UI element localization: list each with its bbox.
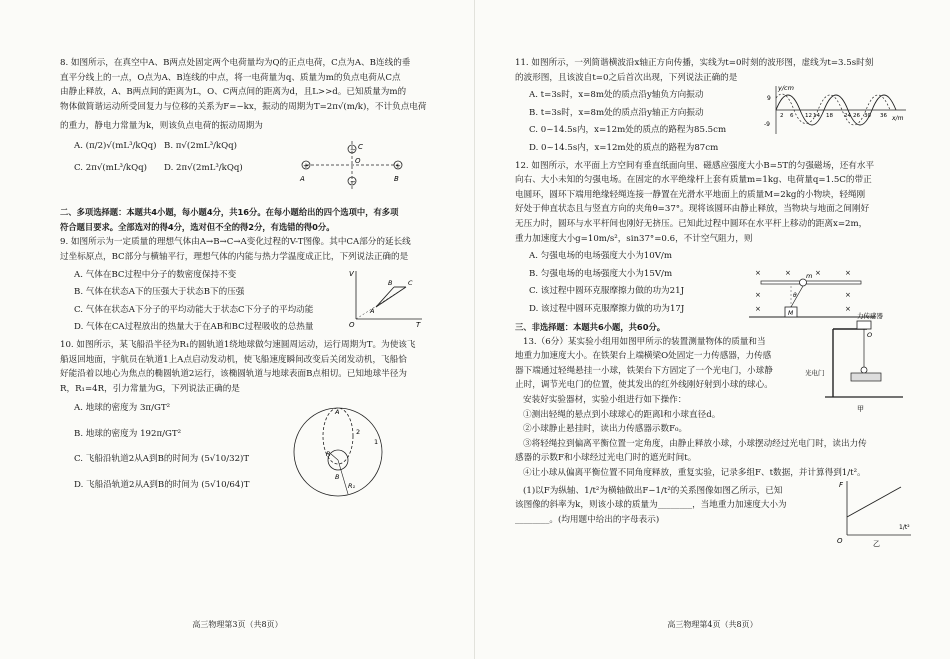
q11-x-tick-2: 2 (780, 113, 784, 119)
q10-point-a: A (335, 407, 340, 416)
q11-y-tick-neg9: -9 (764, 121, 770, 128)
q9-option-c: C. 气体在状态A下分子的平均动能大于状态C下分子的平均动能 (74, 304, 314, 315)
q13-point-o: O (867, 330, 873, 339)
q8-option-a: A. (π/2)√(mL³/kQq) (74, 140, 157, 151)
q12-text-1: 12. 如图所示，水平面上方空间有垂直纸面向里、磁感应强度大小B=5T的匀强磁场，还有水平 (515, 160, 875, 171)
q11-y-tick-9: 9 (767, 95, 771, 102)
svg-text:×: × (755, 304, 761, 313)
right-footer: 高三物理第4页（共8页） (667, 620, 758, 630)
q13-yi-axis-t: 1/t² (899, 523, 910, 531)
question-9 (60, 237, 440, 334)
q13-text-2: 地重力加速度大小。在铁架台上端横梁O处固定一力传感器，力传感 (515, 351, 772, 362)
q11-option-a: A. t=3s时，x=8m处的质点沿y轴负方向振动 (529, 90, 704, 101)
q12-text-5: 无压力时，圆环与水平杆间也刚好无挤压。已知此过程中圆环在水平杆上移动的距离x=2m， (515, 218, 868, 229)
q13-sub-1c: ________。(均用题中给出的字母表示) (515, 514, 660, 525)
q13-text-1: 13.（6分）某实验小组用如图甲所示的装置测量物体的质量和当 (523, 336, 766, 347)
q11-option-b: B. t=3s时，x=8m处的质点沿y轴正方向振动 (529, 107, 704, 118)
q11-x-tick-14: 14 (813, 113, 820, 119)
q13-gate-label: 光电门 (805, 368, 825, 377)
section3-heading: 三、非选择题：本题共6小题，共60分。 (515, 321, 666, 332)
q13-yi-axis-f: F (839, 480, 844, 489)
q11-x-tick-12: 12 (805, 113, 812, 119)
q12-text-3: 电圆环，圆环下端用绝缘轻绳连接一静置在光滑水平地面上的质量M=2kg的小物块，轻绳刚 (515, 189, 866, 200)
q11-x-tick-26: 26 (853, 113, 860, 119)
q10-option-a: A. 地球的密度为 3π/GT² (74, 403, 171, 414)
q13-sub-1a: (1)以F为纵轴、1/t²为横轴做出F−1/t²的关系图像如图乙所示，已知 (523, 485, 783, 496)
q11-x-tick-18: 18 (826, 113, 833, 119)
svg-text:+: + (395, 161, 401, 170)
q11-option-c: C. 0~14.5s内，x=12m处的质点的路程为85.5cm (529, 125, 727, 136)
question-11 (515, 58, 915, 155)
svg-text:−: − (350, 145, 356, 154)
q11-text-1: 11. 如图所示，一列简谐横波沿x轴正方向传播，实线为t=0时刻的波形图，虚线为t=3.5s时刻 (515, 58, 874, 68)
q13-step-3a: ③将轻绳拉到偏离平衡位置一定角度，由静止释放小球，小球摆动经过光电门时，读出力传 (523, 438, 867, 449)
q9-option-a: A. 气体在BC过程中分子的数密度保持不变 (74, 269, 237, 280)
q9-option-b: B. 气体在状态A下的压强大于状态B下的压强 (74, 287, 245, 298)
q8-option-c: C. 2π√(mL³/kQq) (74, 162, 147, 173)
q8-label-o: O (355, 156, 361, 165)
q10-option-d: D. 飞船沿轨道2从A到B的时间为 (5√10/64)T (74, 480, 250, 491)
q13-step-1: ①测出轻绳的悬点到小球球心的距离l和小球直径d。 (523, 409, 721, 420)
q11-wave-graph (760, 82, 910, 138)
q13-step-2: ②小球静止悬挂时，读出力传感器示数F₀。 (523, 424, 688, 435)
q10-text-4: R，R₁=4R，引力常量为G，下列说法正确的是 (60, 383, 240, 394)
svg-text:×: × (815, 268, 821, 277)
q9-text-1: 9. 如图所示为一定质量的理想气体由A→B→C→A变化过程的V-T图像。其中CA部分的延长线 (60, 237, 411, 248)
q8-text-2: 直平分线上的一点，O点为A、B连线的中点，将一电荷量为q、质量为m的负点电荷从C点 (60, 72, 401, 83)
q10-radius-r: R (326, 449, 331, 458)
section-multiple-choice (60, 207, 440, 233)
q8-label-c: C (358, 142, 363, 151)
q11-text-2: 的波形图，且该波自t=0之后首次出现，下列说法正确的是 (515, 72, 738, 83)
svg-text:×: × (845, 290, 851, 299)
q11-y-label: y/cm (778, 84, 794, 92)
q13-sensor-label: 力传感器 (857, 311, 883, 320)
q12-text-6: 重力加速度大小g=10m/s²，sin37°=0.6，不计空气阻力，则 (515, 233, 753, 244)
q12-option-c: C. 该过程中圆环克服摩擦力做的功为21J (529, 286, 685, 297)
q8-option-d: D. 2π√(2mL³/kQq) (164, 162, 243, 173)
q12-option-d: D. 该过程中圆环克服摩擦力做的功为17J (529, 303, 685, 314)
q9-point-b: B (388, 279, 393, 288)
q11-x-tick-24: 24 (844, 113, 851, 119)
q13-step-3b: 感器的示数F和小球经过光电门时的遮光时间t。 (515, 453, 697, 464)
q9-point-a: A (370, 307, 375, 316)
svg-text:×: × (845, 304, 851, 313)
q13-sub-1b: 该图像的斜率为k，则该小球的质量为________，当地重力加速度大小为 (515, 500, 787, 511)
q13-yi-origin: O (837, 536, 843, 545)
section2-heading-1: 二、多项选择题：本题共4小题，每小题4分，共16分。在每小题给出的四个选项中，有多项 (60, 206, 399, 217)
exam-page-4 (475, 0, 950, 659)
svg-text:−: − (350, 177, 356, 186)
q8-text-5: 的重力，静电力常量为k，则该负点电荷的振动周期为 (60, 121, 263, 132)
svg-text:+: + (303, 161, 309, 170)
q10-option-b: B. 地球的密度为 192π/GT² (74, 428, 182, 439)
q12-label-m: m (806, 271, 813, 280)
q9-option-d: D. 气体在CA过程放出的热量大于在AB和BC过程吸收的总热量 (74, 322, 314, 333)
q12-label-bigm: M (788, 309, 794, 317)
q11-x-tick-6: 6 (790, 113, 794, 119)
q10-point-b: B (335, 472, 340, 481)
q8-label-b: B (394, 174, 399, 183)
q12-label-theta: θ (793, 291, 797, 299)
q11-x-tick-30: 30 (864, 113, 871, 119)
q8-text-4: 物体做简谐运动所受回复力与位移的关系为F=−kx，振动的周期为T=2π√(m/k)，不计负点电荷 (60, 101, 427, 112)
svg-text:×: × (755, 268, 761, 277)
q10-radius-r1: R₁ (348, 481, 356, 490)
question-8 (60, 58, 440, 203)
svg-text:×: × (785, 268, 791, 277)
svg-text:×: × (755, 290, 761, 299)
q9-origin: O (349, 321, 355, 328)
q8-option-b: B. π√(2mL³/kQq) (164, 140, 238, 151)
q8-text-3: 由静止释放，A、B两点间的距离为L，O、C两点间的距离为d，且L>>d。已知质量为m的 (60, 87, 407, 98)
q11-x-label: x/m (892, 115, 904, 122)
q10-orbit-2: 2 (356, 427, 361, 436)
q9-point-c: C (408, 279, 413, 288)
q12-option-b: B. 匀强电场的电场强度大小为15V/m (529, 268, 673, 279)
q13-graph-yi (835, 477, 915, 549)
q8-charge-figure (292, 137, 412, 195)
left-footer: 高三物理第3页（共8页） (192, 620, 283, 630)
q10-option-c: C. 飞船沿轨道2从A到B的时间为 (5√10/32)T (74, 454, 250, 465)
q9-axis-v: V (349, 270, 354, 279)
left-column (60, 58, 440, 498)
q13-text-3: 器下端通过轻绳悬挂一小球，铁架台下方固定了一个光电门，小球静 (515, 365, 773, 376)
question-12 (515, 161, 915, 316)
q8-label-a: A (300, 174, 305, 183)
q12-option-a: A. 匀强电场的电场强度大小为10V/m (529, 251, 672, 262)
q13-fig-yi-label: 乙 (873, 539, 880, 548)
svg-text:×: × (845, 268, 851, 277)
q13-fig-jia-label: 甲 (857, 404, 864, 413)
question-10 (60, 340, 440, 492)
q11-option-d: D. 0~14.5s内，x=12m处的质点的路程为87cm (529, 142, 719, 153)
q10-orbit-figure (290, 404, 386, 500)
q10-text-2: 船返回地面，宇航员在轨道1上A点启动发动机，使飞船速度瞬间改变后关闭发动机，飞船恰 (60, 354, 407, 365)
q13-apparatus-jia (805, 311, 915, 417)
q9-axis-t: T (416, 321, 421, 328)
q8-text-1: 8. 如图所示，在真空中A、B两点处固定两个电荷量均为Q的正点电荷，C点为A、B连线的垂 (60, 58, 411, 68)
q9-vt-graph (346, 267, 426, 327)
q10-text-1: 10. 如图所示，某飞船沿半径为R₁的圆轨道1绕地球做匀速圆周运动，运行周期为T。为使该飞 (60, 339, 416, 350)
q12-text-4: 好处于伸直状态且与竖直方向的夹角θ=37°。现将该圆环由静止释放，当物块与地面之间刚好 (515, 204, 870, 215)
q13-text-4: 止时，调节光电门的位置，使其发出的红外线刚好射到小球的球心。 (515, 380, 773, 391)
q12-text-2: 向右、大小未知的匀强电场。在固定的水平绝缘杆上套有质量m=1kg、电荷量q=1.5C的带正 (515, 175, 872, 186)
q13-text-5: 安装好实验器材，实验小组进行如下操作： (523, 395, 687, 406)
q11-x-tick-36: 36 (880, 113, 887, 119)
q13-step-4: ④让小球从偏离平衡位置不同角度释放，重复实验，记录多组F、t数据，并计算得到1/t²。 (523, 468, 866, 479)
q9-text-2: 过坐标原点，BC部分与横轴平行，理想气体的内能与热力学温度成正比，下列说法正确的是 (60, 251, 409, 262)
q10-text-3: 好能沿着以地心为焦点的椭圆轨道2运行，该椭圆轨道与地球表面B点相切。已知地球半径为 (60, 369, 407, 380)
right-column (515, 58, 915, 548)
section2-heading-2: 符合题目要求。全部选对的得4分，选对但不全的得2分，有选错的得0分。 (60, 222, 335, 233)
q10-orbit-1: 1 (374, 437, 379, 446)
